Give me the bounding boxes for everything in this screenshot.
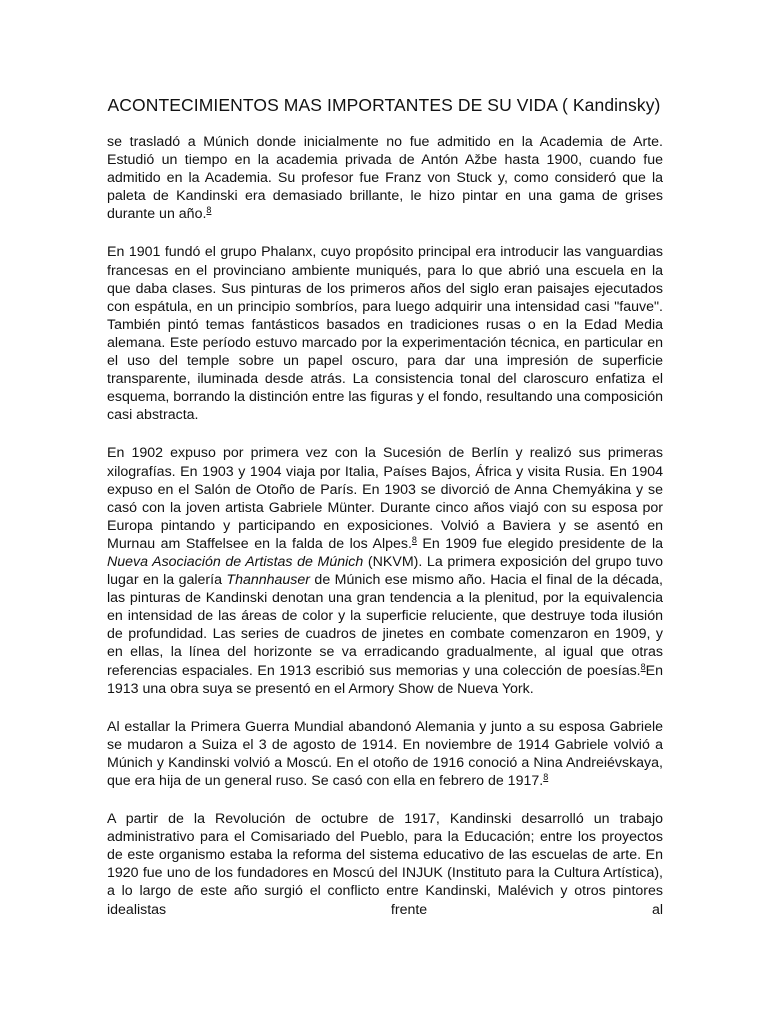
paragraph-2-text: En 1901 fundó el grupo Phalanx, cuyo propósito principal era introducir las vanguardias francesas en el provinciano ambiente muniqués, para lo que abrió una escuela en la que daba clases. Sus pinturas de los primeros años del siglo eran paisajes ejecutados con espátula, en un principio sombríos, para luego adquirir una intensidad casi "fauve". También pintó temas fantásticos basados en tradiciones rusas o en la Edad Media alemana. Este período estuvo marcado por la experimentación técnica, en particular en el uso del temple sobre un papel oscuro, para dar una impresión de superficie transparente, iluminada desde atrás. La consistencia tonal del claroscuro enfatiza el esquema, borrando la distinción entre las figuras y el fondo, resultando una composición casi abstracta. bbox=[107, 244, 664, 424]
paragraph-4-text: Al estallar la Primera Guerra Mundial abandonó Alemania y junto a su esposa Gabriele se mudaron a Suiza el 3 de agosto de 1914. En noviembre de 1914 Gabriele volvió a Múnich y Kandinski volvió a Moscú. En el otoño de 1916 conoció a Nina Andreiévskaya, que era hija de un general ruso. Se casó con ella en febrero de 1917. bbox=[107, 718, 663, 789]
paragraph-1-text: se trasladó a Múnich donde inicialmente no fue admitido en la Academia de Arte. Estudió un tiempo en la academia privada de Antón Ažbe hasta 1900, cuando fue admitido en la Academia. Su profesor fue Franz von Stuck y, como consideró que la paleta de Kandinski era demasiado brillante, le hizo pintar en una gama de grises durante un año. bbox=[107, 134, 663, 223]
paragraph-3-text-g: En 1913 una obra suya se presentó en el Armory Show de Nueva York. bbox=[107, 662, 663, 697]
page-title: ACONTECIMIENTOS MAS IMPORTANTES DE SU VIDA ( Kandinsky) bbox=[107, 95, 661, 115]
paragraph-2 bbox=[107, 243, 663, 424]
paragraph-1 bbox=[107, 133, 663, 223]
footnote-mark[interactable]: 8 bbox=[543, 772, 549, 782]
paragraph-3-text-f: de Múnich ese mismo año. Hacia el final de la década, las pinturas de Kandinski denotan una gran tendencia a la plenitud, por la equivalencia en intensidad de las áreas de color y la superficie reluciente, que destruye toda ilusión de profundidad. Las series de cuadros de jinetes en combate comenzaron en 1909, y en ellas, la línea del horizonte se va erradicando gradualmente, al igual que otras referencias espaciales. En 1913 escribió sus memorias y una colección de poesías. bbox=[107, 572, 663, 679]
paragraph-3-text-d: (NKVM). La primera exposición del grupo tuvo lugar en la galería bbox=[107, 553, 663, 589]
paragraph-3 bbox=[107, 444, 663, 697]
paragraph-3-italic-nkvm: Nueva Asociación de Artistas de Múnich bbox=[107, 553, 364, 570]
paragraph-3-text-a: En 1902 expuso por primera vez con la Sucesión de Berlín y realizó sus primeras xilografías. En 1903 y 1904 viaja por Italia, Países Bajos, África y visita Rusia. En 1904 expuso en el Salón de Otoño de París. En 1903 se divorció de Anna Chemyákina y se casó con la joven artista Gabriele Münter. Durante cinco años viajó con su esposa por Europa pintando y participando en exposiciones. Volvió a Baviera y se asentó en Murnau am Staffelsee en la falda de los Alpes. bbox=[107, 445, 663, 552]
document-body bbox=[107, 133, 663, 939]
paragraph-5 bbox=[107, 810, 663, 919]
paragraph-4 bbox=[107, 718, 663, 790]
footnote-mark[interactable]: 8 bbox=[206, 205, 212, 216]
paragraph-5-text: A partir de la Revolución de octubre de 1917, Kandinski desarrolló un trabajo administrativo para el Comisariado del Pueblo, para la Educación; entre los proyectos de este organismo estaba la reforma del sistema educativo de las escuelas de arte. En 1920 fue uno de los fundadores en Moscú del INJUK (Instituto para la Cultura Artística), a lo largo de este año surgió el conflicto entre Kandinski, Malévich y otros pintores idealistas frente al bbox=[107, 811, 663, 918]
paragraph-3-text-b: En 1909 fue elegido presidente de la bbox=[416, 535, 663, 552]
footnote-mark[interactable]: 8 bbox=[640, 661, 646, 672]
footnote-mark[interactable]: 8 bbox=[411, 534, 417, 545]
paragraph-3-italic-thannhauser: Thannhauser bbox=[226, 572, 311, 589]
